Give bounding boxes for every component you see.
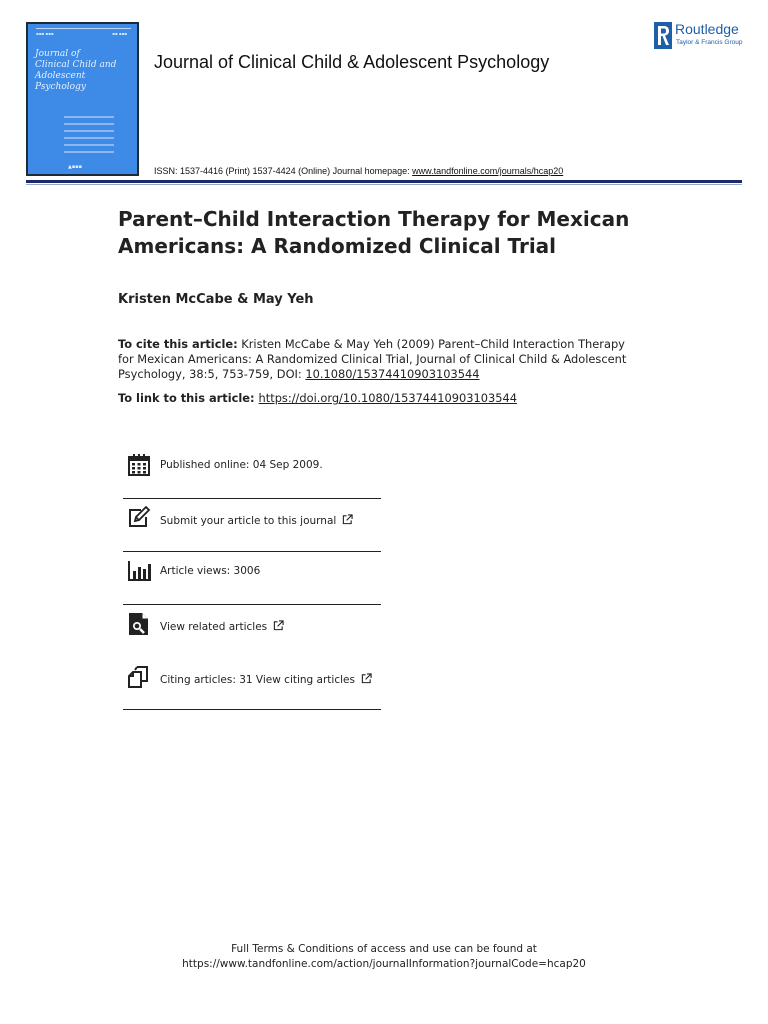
edit-icon bbox=[127, 506, 151, 530]
article-views-item bbox=[123, 558, 381, 598]
issn-line bbox=[154, 166, 563, 176]
article-views-text: Article views: 3006 bbox=[160, 565, 261, 577]
info-divider bbox=[123, 604, 381, 605]
published-online-item bbox=[123, 452, 381, 492]
related-articles-item[interactable] bbox=[123, 611, 381, 651]
article-title: Parent–Child Interaction Therapy for Mexican Americans: A Randomized Clinical Trial bbox=[118, 207, 630, 258]
terms-footer-text: Full Terms & Conditions of access and use can be found at bbox=[231, 943, 537, 955]
calendar-icon bbox=[127, 453, 151, 477]
external-link-icon bbox=[361, 673, 372, 684]
citation-block bbox=[118, 337, 638, 382]
header-divider bbox=[26, 180, 742, 183]
terms-footer bbox=[0, 942, 768, 972]
search-document-icon bbox=[127, 612, 151, 636]
header-divider-thin bbox=[26, 184, 742, 185]
article-doi-url[interactable]: https://doi.org/10.1080/15374410903103544 bbox=[258, 391, 518, 405]
publisher-name: Routledge bbox=[675, 21, 739, 37]
article-link-line bbox=[118, 391, 517, 405]
published-online-text: Published online: 04 Sep 2009. bbox=[160, 459, 323, 471]
routledge-r-icon bbox=[654, 22, 672, 49]
citation-text: Kristen McCabe & May Yeh (2009) Parent–Child Interaction Therapy for Mexican Americans: A Randomized Clinical Trial, Journal of Clinical Child & Adolescent Psychology, 38:5, 753-759, DOI: bbox=[118, 337, 627, 381]
submit-article-link[interactable]: Submit your article to this journal bbox=[160, 514, 353, 527]
citing-articles-link[interactable]: Citing articles: 31 View citing articles bbox=[160, 673, 372, 686]
citation-label: To cite this article: bbox=[118, 337, 238, 351]
article-link-label: To link to this article: bbox=[118, 391, 255, 405]
citation-doi-link[interactable]: 10.1080/15374410903103544 bbox=[305, 367, 480, 381]
journal-title: Journal of Clinical Child & Adolescent Psychology bbox=[154, 52, 550, 72]
terms-footer-url[interactable]: https://www.tandfonline.com/action/journalInformation?journalCode=hcap20 bbox=[182, 958, 586, 970]
bar-chart-icon bbox=[127, 559, 151, 583]
info-divider bbox=[123, 498, 381, 499]
external-link-icon bbox=[342, 514, 353, 525]
citing-articles-item[interactable] bbox=[123, 664, 381, 704]
info-divider bbox=[123, 551, 381, 552]
related-articles-link[interactable]: View related articles bbox=[160, 620, 284, 633]
cover-title: Journal of Clinical Child and Adolescent Psychology bbox=[35, 49, 117, 92]
copy-icon bbox=[127, 665, 151, 689]
journal-homepage-link[interactable]: www.tandfonline.com/journals/hcap20 bbox=[412, 166, 564, 176]
article-authors: Kristen McCabe & May Yeh bbox=[118, 292, 314, 307]
journal-cover-image: ▪▪▪ ▪▪▪ ▪▪ ▪▪▪ Journal of Clinical Child and Adolescent Psychology ▲▪▪▪ bbox=[26, 22, 139, 176]
issn-text: ISSN: 1537-4416 (Print) 1537-4424 (Online) Journal homepage: bbox=[154, 166, 413, 176]
external-link-icon bbox=[273, 620, 284, 631]
publisher-subtitle: Taylor & Francis Group bbox=[676, 39, 743, 46]
submit-article-item[interactable] bbox=[123, 505, 381, 545]
info-divider bbox=[123, 709, 381, 710]
publisher-logo bbox=[654, 20, 750, 50]
